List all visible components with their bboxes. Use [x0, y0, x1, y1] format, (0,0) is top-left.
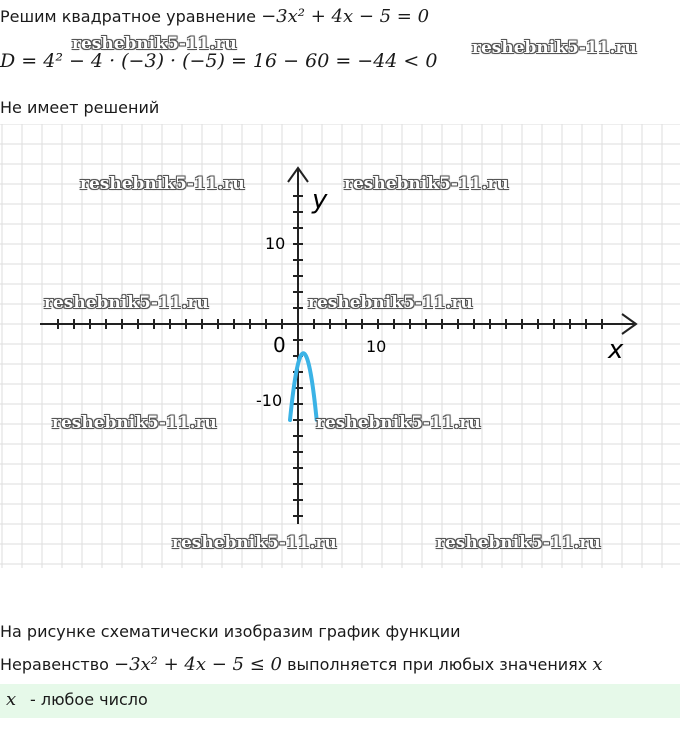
- x-tick-label-10: 10: [366, 337, 387, 356]
- watermark: reshebnik5-11.ru: [308, 293, 473, 313]
- watermark: reshebnik5-11.ru: [52, 413, 217, 433]
- x-axis-label: x: [608, 335, 624, 365]
- y-tick-label-10: 10: [265, 234, 286, 253]
- origin-label: 0: [273, 333, 286, 357]
- y-tick-label-neg10: -10: [256, 391, 283, 410]
- sketch-text: На рисунке схематически изобразим график функции: [0, 622, 461, 641]
- inequality-variable: x: [592, 654, 603, 675]
- answer-variable: x: [6, 689, 17, 710]
- parabola-curve: [290, 353, 317, 420]
- graph-grid: [0, 124, 680, 568]
- discriminant-line: D = 4² − 4 · (−3) · (−5) = 16 − 60 = −44 < 0: [0, 50, 438, 72]
- no-solutions-text: Не имеет решений: [0, 98, 160, 117]
- parabola-graph: [0, 124, 680, 568]
- watermark: reshebnik5-11.ru: [344, 174, 509, 194]
- equation-label: Решим квадратное уравнение: [0, 7, 256, 26]
- graph-axes: [40, 168, 636, 524]
- watermark: reshebnik5-11.ru: [44, 293, 209, 313]
- equation-math: −3x² + 4x − 5 = 0: [261, 6, 430, 27]
- watermark: reshebnik5-11.ru: [72, 34, 237, 54]
- answer-text: - любое число: [30, 690, 148, 709]
- watermark: reshebnik5-11.ru: [436, 533, 601, 553]
- inequality-prefix: Неравенство: [0, 655, 109, 674]
- y-axis-label: y: [312, 185, 328, 215]
- watermark: reshebnik5-11.ru: [472, 38, 637, 58]
- watermark: reshebnik5-11.ru: [80, 174, 245, 194]
- watermark: reshebnik5-11.ru: [172, 533, 337, 553]
- equation-line: [0, 6, 429, 27]
- answer-box: [0, 684, 680, 718]
- inequality-line: [0, 654, 603, 675]
- inequality-math: −3x² + 4x − 5 ≤ 0: [114, 654, 282, 675]
- watermark: reshebnik5-11.ru: [316, 413, 481, 433]
- inequality-suffix: выполняется при любых значениях: [287, 655, 588, 674]
